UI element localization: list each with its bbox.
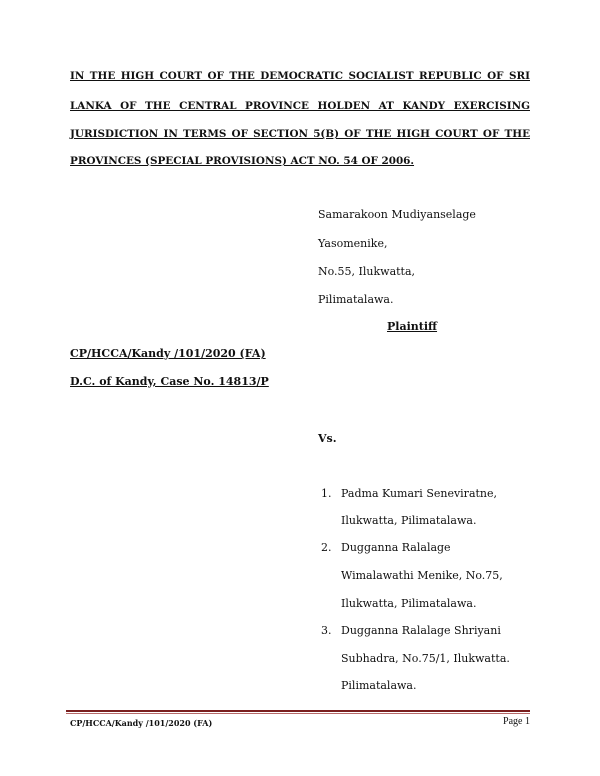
versus-label: Vs. <box>318 432 337 445</box>
plaintiff-name-line-1: Samarakoon Mudiyanselage <box>318 208 476 221</box>
defendant-3-line-2: Subhadra, No.75/1, Ilukwatta. <box>341 652 510 665</box>
plaintiff-name-line-2: Yasomenike, <box>318 237 388 250</box>
defendant-2-name: Dugganna Ralalage <box>341 541 451 554</box>
plaintiff-role-label: Plaintiff <box>387 320 438 333</box>
footer-divider-thin <box>66 713 530 714</box>
defendant-3-number: 3. <box>321 624 332 637</box>
defendant-2-number: 2. <box>321 541 332 554</box>
footer-page-number: Page 1 <box>503 716 530 727</box>
defendant-1-name: Padma Kumari Seneviratne, <box>341 487 498 500</box>
court-heading-line-1: IN THE HIGH COURT OF THE DEMOCRATIC SOCIALIST REPUBLIC OF SRI <box>70 70 530 82</box>
defendant-2-line-2: Wimalawathi Menike, No.75, <box>341 569 503 582</box>
plaintiff-address-line-1: No.55, Ilukwatta, <box>318 265 416 278</box>
defendant-3-line-1 <box>321 624 501 637</box>
court-heading-line-2: LANKA OF THE CENTRAL PROVINCE HOLDEN AT KANDY EXERCISING <box>70 100 530 112</box>
court-heading-line-3: JURISDICTION IN TERMS OF SECTION 5(B) OF THE HIGH COURT OF THE <box>70 128 530 140</box>
defendant-3-line-3: Pilimatalawa. <box>341 679 417 692</box>
defendant-1-line-1 <box>321 487 497 500</box>
district-court-case-number: D.C. of Kandy, Case No. 14813/P <box>70 375 269 388</box>
defendant-1-line-2: Ilukwatta, Pilimatalawa. <box>341 514 477 527</box>
defendant-2-line-1 <box>321 541 451 554</box>
defendant-3-name: Dugganna Ralalage Shriyani <box>341 624 501 637</box>
plaintiff-address-line-2: Pilimatalawa. <box>318 293 394 306</box>
footer-divider <box>66 710 530 712</box>
defendant-2-line-3: Ilukwatta, Pilimatalawa. <box>341 597 477 610</box>
footer-case-reference: CP/HCCA/Kandy /101/2020 (FA) <box>70 718 213 728</box>
defendant-1-number: 1. <box>321 487 332 500</box>
court-heading-line-4: PROVINCES (SPECIAL PROVISIONS) ACT NO. 54 OF 2006. <box>70 155 415 167</box>
appeal-case-number: CP/HCCA/Kandy /101/2020 (FA) <box>70 347 266 360</box>
